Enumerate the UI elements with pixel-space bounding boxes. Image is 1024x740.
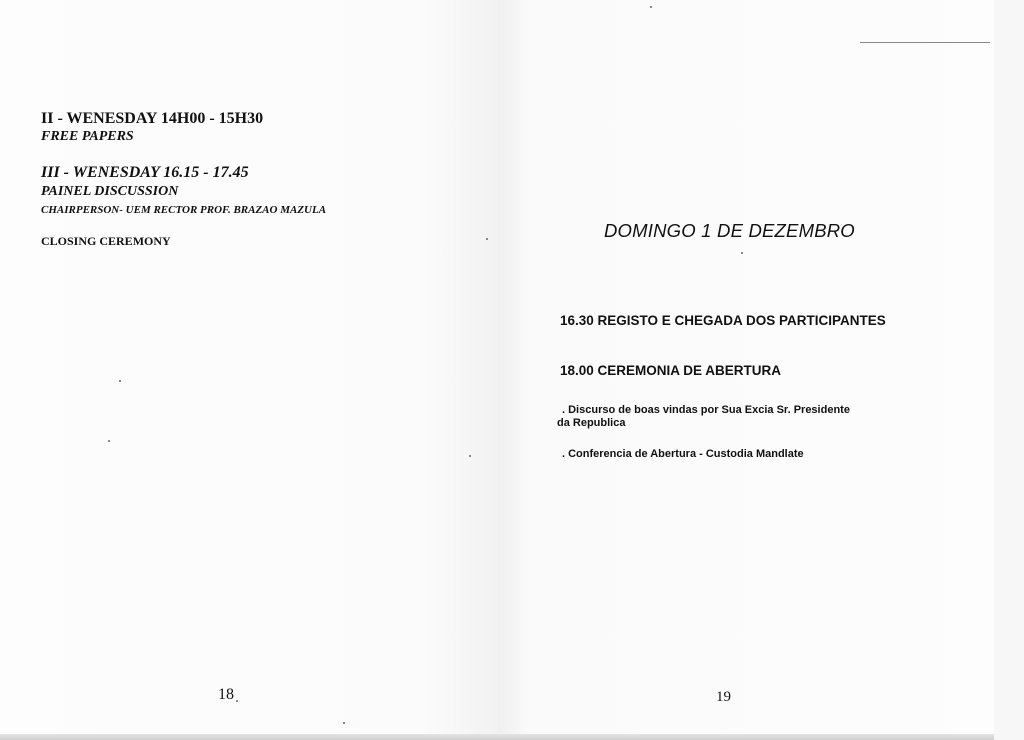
day-title: DOMINGO 1 DE DEZEMBRO: [604, 220, 855, 241]
bullet-welcome-speech-cont: da Republica: [557, 417, 626, 429]
scan-speck: [108, 440, 110, 442]
session-3-title: III - WENESDAY 16.15 - 17.45: [41, 164, 249, 181]
chairperson-line: CHAIRPERSON- UEM RECTOR PROF. BRAZAO MAZULA: [41, 204, 327, 216]
scan-speck: [343, 722, 345, 724]
scan-speck: [469, 455, 471, 457]
session-3-subtitle: PAINEL DISCUSSION: [41, 184, 179, 199]
page-number-left: 18: [218, 686, 234, 703]
closing-ceremony: CLOSING CEREMONY: [41, 234, 171, 248]
page-number-right: 19: [716, 689, 731, 705]
scan-margin: [994, 0, 1024, 740]
scan-speck: [741, 252, 743, 254]
session-2-subtitle: FREE PAPERS: [41, 129, 134, 144]
top-edge-line: [860, 42, 990, 43]
scan-speck: [650, 6, 652, 8]
scan-speck: [119, 380, 121, 382]
bullet-welcome-speech: . Discurso de boas vindas por Sua Excia Sr. Presidente: [562, 404, 850, 416]
session-2-title: II - WENESDAY 14H00 - 15H30: [41, 110, 264, 127]
bullet-opening-conference: . Conferencia de Abertura - Custodia Mandlate: [562, 448, 804, 460]
scan-speck: [486, 238, 488, 240]
schedule-item-opening: 18.00 CEREMONIA DE ABERTURA: [560, 363, 782, 378]
bottom-edge: [0, 734, 994, 740]
schedule-item-registration: 16.30 REGISTO E CHEGADA DOS PARTICIPANTES: [560, 313, 886, 328]
scan-speck: [236, 700, 238, 702]
